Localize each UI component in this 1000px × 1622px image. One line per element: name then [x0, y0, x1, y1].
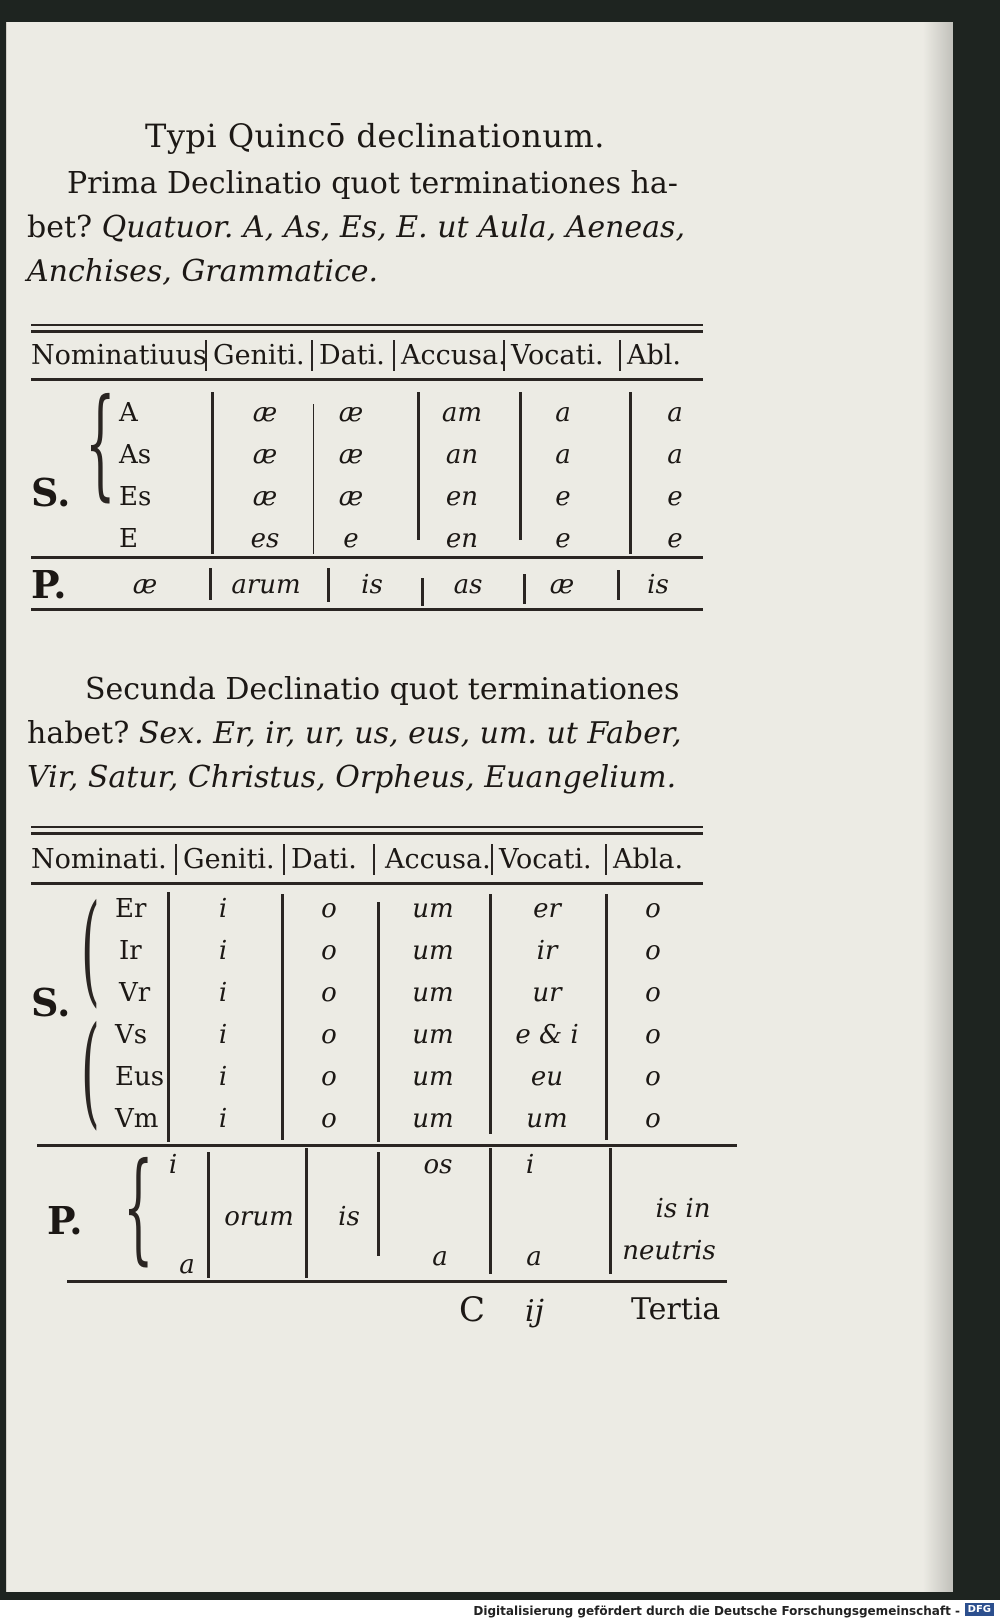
- cell: is in: [655, 1194, 711, 1224]
- nom-form: Vr: [119, 978, 151, 1008]
- cell: e: [667, 482, 683, 512]
- column-rule: [489, 1148, 492, 1274]
- cell: ir: [536, 936, 558, 966]
- column-rule: [417, 392, 420, 540]
- column-rule: [609, 1148, 612, 1274]
- secunda-answer: Sex. Er, ir, ur, us, eus, um. ut Faber, Vir, Satur, Christus, Orpheus, Euangelium.: [27, 716, 682, 795]
- cell: um: [412, 1062, 454, 1092]
- brace: {: [85, 374, 116, 513]
- plural-label: P.: [31, 562, 67, 607]
- cell: o: [645, 978, 661, 1008]
- cell: en: [445, 482, 479, 512]
- cell: a: [555, 440, 571, 470]
- cell: i: [218, 894, 228, 924]
- cell: o: [321, 894, 337, 924]
- cell: æ: [338, 398, 364, 428]
- prima-answer: Quatuor. A, As, Es, E.: [101, 210, 438, 245]
- cell: e: [555, 524, 571, 554]
- cell: o: [645, 1104, 661, 1134]
- column-rule: [327, 568, 330, 602]
- cell: i: [218, 1104, 228, 1134]
- header-dative: Dati.: [311, 340, 385, 371]
- header-accusative: Accusa.: [393, 340, 507, 371]
- cell: i: [168, 1150, 178, 1180]
- cell: neutris: [622, 1236, 716, 1266]
- cell: er: [533, 894, 561, 924]
- cell: is: [338, 1202, 360, 1232]
- cell: i: [525, 1150, 535, 1180]
- cell: i: [218, 978, 228, 1008]
- nom-form: Es: [119, 482, 152, 512]
- cell: um: [412, 936, 454, 966]
- table-rule: [67, 1280, 727, 1283]
- cell: o: [321, 936, 337, 966]
- page-title: Typi Quincō declinationum.: [145, 117, 605, 155]
- header-nominative: Nominatiuus: [31, 340, 207, 371]
- cell: is: [647, 570, 669, 600]
- cell: æ: [549, 570, 575, 600]
- cell: e & i: [515, 1020, 579, 1050]
- header-genitive: Geniti.: [205, 340, 305, 371]
- header-vocative: Vocati.: [503, 340, 604, 371]
- cell: um: [412, 1020, 454, 1050]
- cell: o: [645, 1020, 661, 1050]
- cell: æ: [252, 440, 278, 470]
- nom-form: A: [119, 398, 138, 428]
- secunda-paragraph: [27, 668, 717, 800]
- nom-form: Vm: [115, 1104, 159, 1134]
- cell: en: [445, 524, 479, 554]
- cell: a: [179, 1250, 195, 1280]
- cell: æ: [252, 482, 278, 512]
- header-vocative: Vocati.: [491, 844, 592, 875]
- cell: e: [555, 482, 571, 512]
- cell: o: [645, 1062, 661, 1092]
- cell: um: [412, 894, 454, 924]
- cell: e: [667, 524, 683, 554]
- signature-number: ij: [525, 1294, 544, 1329]
- cell: e: [343, 524, 359, 554]
- prima-paragraph: [27, 162, 717, 294]
- cell: ur: [532, 978, 562, 1008]
- brace: (: [81, 1002, 100, 1141]
- cell: um: [412, 978, 454, 1008]
- column-rule: [305, 1148, 308, 1278]
- prima-examples: ut Aula, Aeneas, Anchises, Grammatice.: [27, 210, 685, 289]
- signature-mark: C: [459, 1290, 486, 1330]
- cell: as: [453, 570, 483, 600]
- table-rule: [31, 826, 703, 828]
- column-rule: [207, 1152, 210, 1278]
- cell: i: [218, 1062, 228, 1092]
- column-rule: [489, 894, 492, 1134]
- header-nominative: Nominati.: [31, 844, 167, 875]
- column-rule: [629, 392, 632, 554]
- cell: æ: [338, 440, 364, 470]
- nom-form: E: [119, 524, 138, 554]
- catchword: Tertia: [631, 1292, 721, 1327]
- singular-label: S.: [31, 470, 71, 515]
- plural-label: P.: [47, 1198, 83, 1243]
- cell: i: [218, 1020, 228, 1050]
- book-page: [6, 22, 953, 1592]
- cell: a: [667, 398, 683, 428]
- cell: a: [555, 398, 571, 428]
- column-rule: [519, 392, 522, 540]
- header-ablative: Abla.: [605, 844, 683, 875]
- table-rule: [31, 378, 703, 381]
- nom-form: Eus: [115, 1062, 165, 1092]
- table-rule: [31, 324, 703, 326]
- scan-credit-text: Digitalisierung gefördert durch die Deutsche Forschungsgemeinschaft -: [473, 1604, 960, 1618]
- column-rule: [523, 574, 526, 604]
- secunda-question: Secunda Declinatio quot terminationes habet?: [27, 672, 680, 751]
- cell: a: [667, 440, 683, 470]
- nom-form: As: [119, 440, 152, 470]
- cell: is: [361, 570, 383, 600]
- cell: an: [445, 440, 479, 470]
- table-rule: [31, 330, 703, 333]
- cell: eu: [530, 1062, 564, 1092]
- nom-form: Vs: [115, 1020, 148, 1050]
- header-accusative: Accusa.: [373, 844, 491, 875]
- cell: o: [321, 978, 337, 1008]
- header-dative: Dati.: [283, 844, 357, 875]
- cell: arum: [231, 570, 301, 600]
- brace: (: [81, 880, 100, 1019]
- table-rule: [31, 608, 703, 611]
- cell: æ: [338, 482, 364, 512]
- cell: o: [321, 1104, 337, 1134]
- cell: um: [412, 1104, 454, 1134]
- column-rule: [377, 902, 380, 1142]
- table-rule: [31, 882, 703, 885]
- cell: es: [250, 524, 280, 554]
- scan-credit-bar: [0, 1600, 1000, 1622]
- table-rule: [31, 832, 703, 835]
- cell: a: [526, 1242, 542, 1272]
- cell: æ: [132, 570, 158, 600]
- cell: æ: [252, 398, 278, 428]
- cell: am: [441, 398, 483, 428]
- dfg-logo-icon: DFG: [965, 1603, 994, 1616]
- header-genitive: Geniti.: [175, 844, 275, 875]
- column-rule: [605, 894, 608, 1140]
- cell: a: [432, 1242, 448, 1272]
- cell: um: [526, 1104, 568, 1134]
- column-rule: [211, 392, 214, 554]
- singular-label: S.: [31, 980, 71, 1025]
- cell: i: [218, 936, 228, 966]
- column-rule: [167, 892, 170, 1142]
- cell: orum: [224, 1202, 294, 1232]
- nom-form: Ir: [119, 936, 142, 966]
- cell: o: [321, 1062, 337, 1092]
- prima-question: Prima Declinatio quot terminationes ha-bet?: [27, 166, 678, 245]
- column-rule: [617, 570, 620, 600]
- table-rule: [31, 556, 703, 559]
- header-ablative: Abl.: [619, 340, 681, 371]
- column-rule: [421, 578, 424, 606]
- nom-form: Er: [115, 894, 147, 924]
- cell: o: [645, 894, 661, 924]
- column-rule: [313, 404, 314, 554]
- cell: os: [423, 1150, 453, 1180]
- column-rule: [281, 894, 284, 1140]
- brace: {: [123, 1138, 154, 1277]
- column-rule: [209, 568, 212, 600]
- cell: o: [645, 936, 661, 966]
- cell: o: [321, 1020, 337, 1050]
- column-rule: [377, 1152, 380, 1256]
